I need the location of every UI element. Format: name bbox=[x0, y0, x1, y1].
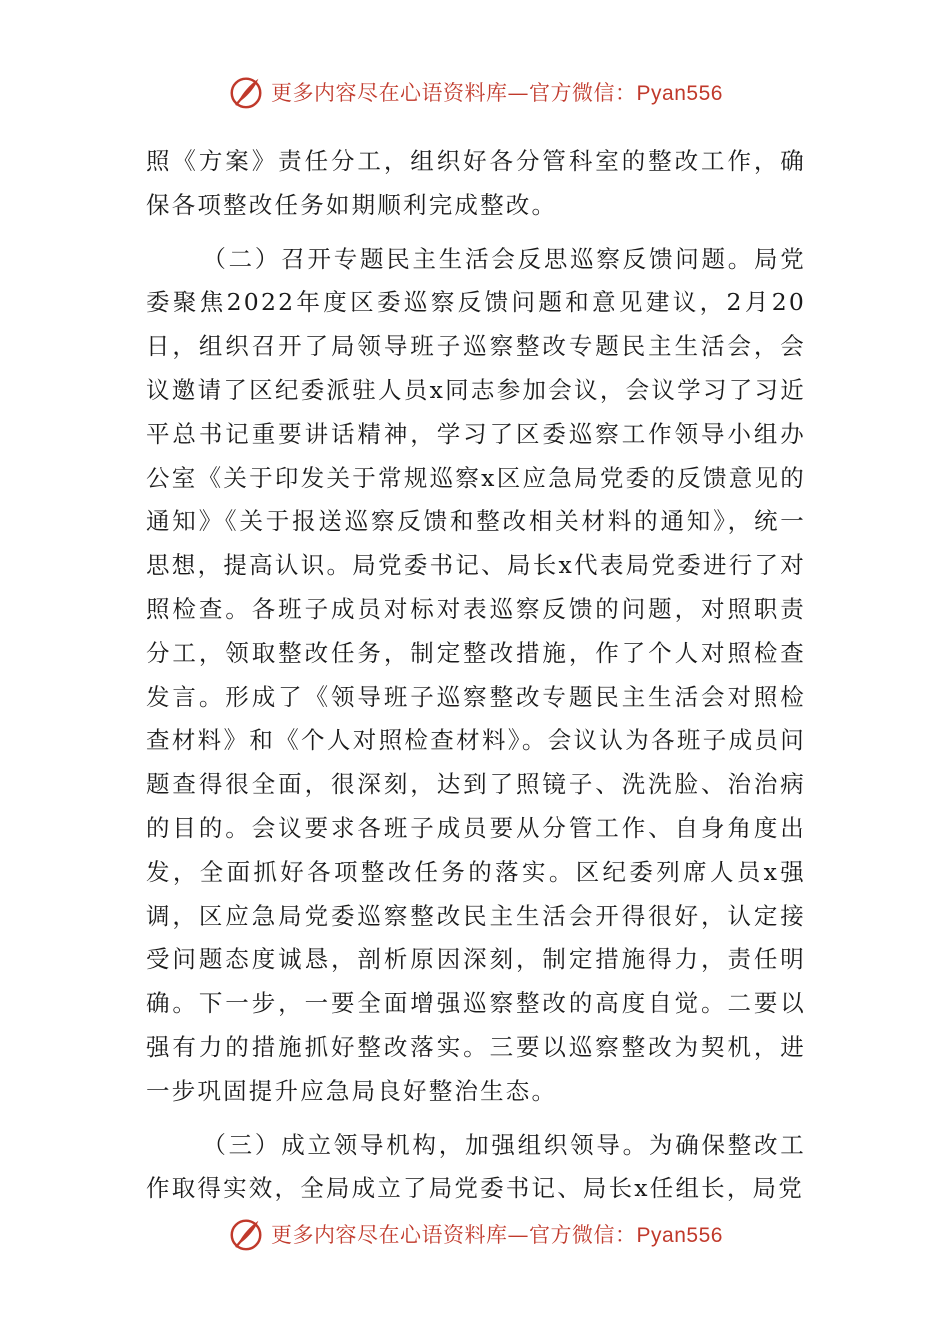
quill-pen-logo-icon bbox=[227, 1215, 265, 1253]
document-body bbox=[146, 140, 806, 1211]
footer-wechat-id: Pyan556 bbox=[636, 1224, 723, 1247]
paragraph-section-2: （二）召开专题民主生活会反思巡察反馈问题。局党委聚焦2022年度区委巡察反馈问题和意见建议，2月20日，组织召开了局领导班子巡察整改专题民主生活会，会议邀请了区纪委派驻人员x同志参加会议，会议学习了习近平总书记重要讲话精神，学习了区委巡察工作领导小组办公室《关于印发关于常规巡察x区应急局党委的反馈意见的通知》《关于报送巡察反馈和整改相关材料的通知》，统一思想，提高认识。局党委书记、局长x代表局党委进行了对照检查。各班子成员对标对表巡察反馈的问题，对照职责分工，领取整改任务，制定整改措施，作了个人对照检查发言。形成了《领导班子巡察整改专题民主生活会对照检查材料》和《个人对照检查材料》。会议认为各班子成员问题查得很全面，很深刻，达到了照镜子、洗洗脸、治治病的目的。会议要求各班子成员要从分管工作、自身角度出发，全面抓好各项整改任务的落实。区纪委列席人员x强调，区应急局党委巡察整改民主生活会开得很好，认定接受问题态度诚恳，剖析原因深刻，制定措施得力，责任明确。下一步，一要全面增强巡察整改的高度自觉。二要以强有力的措施抓好整改落实。三要以巡察整改为契机，进一步巩固提升应急局良好整治生态。 bbox=[146, 244, 806, 1105]
footer-banner-text: 更多内容尽在心语资料库—官方微信：Pyan556 bbox=[271, 1223, 723, 1247]
quill-pen-logo-icon bbox=[227, 73, 265, 111]
footer-banner bbox=[0, 1212, 950, 1256]
paragraph-continuation: 照《方案》责任分工，组织好各分管科室的整改工作，确保各项整改任务如期顺利完成整改。 bbox=[146, 147, 806, 219]
paragraph-section-3: （三）成立领导机构，加强组织领导。为确保整改工作取得实效，全局成立了局党委书记、局长x任组长，局党 bbox=[146, 1130, 806, 1203]
header-banner bbox=[0, 70, 950, 114]
header-banner-text: 更多内容尽在心语资料库—官方微信：Pyan556 bbox=[271, 81, 723, 105]
header-wechat-id: Pyan556 bbox=[636, 82, 723, 105]
